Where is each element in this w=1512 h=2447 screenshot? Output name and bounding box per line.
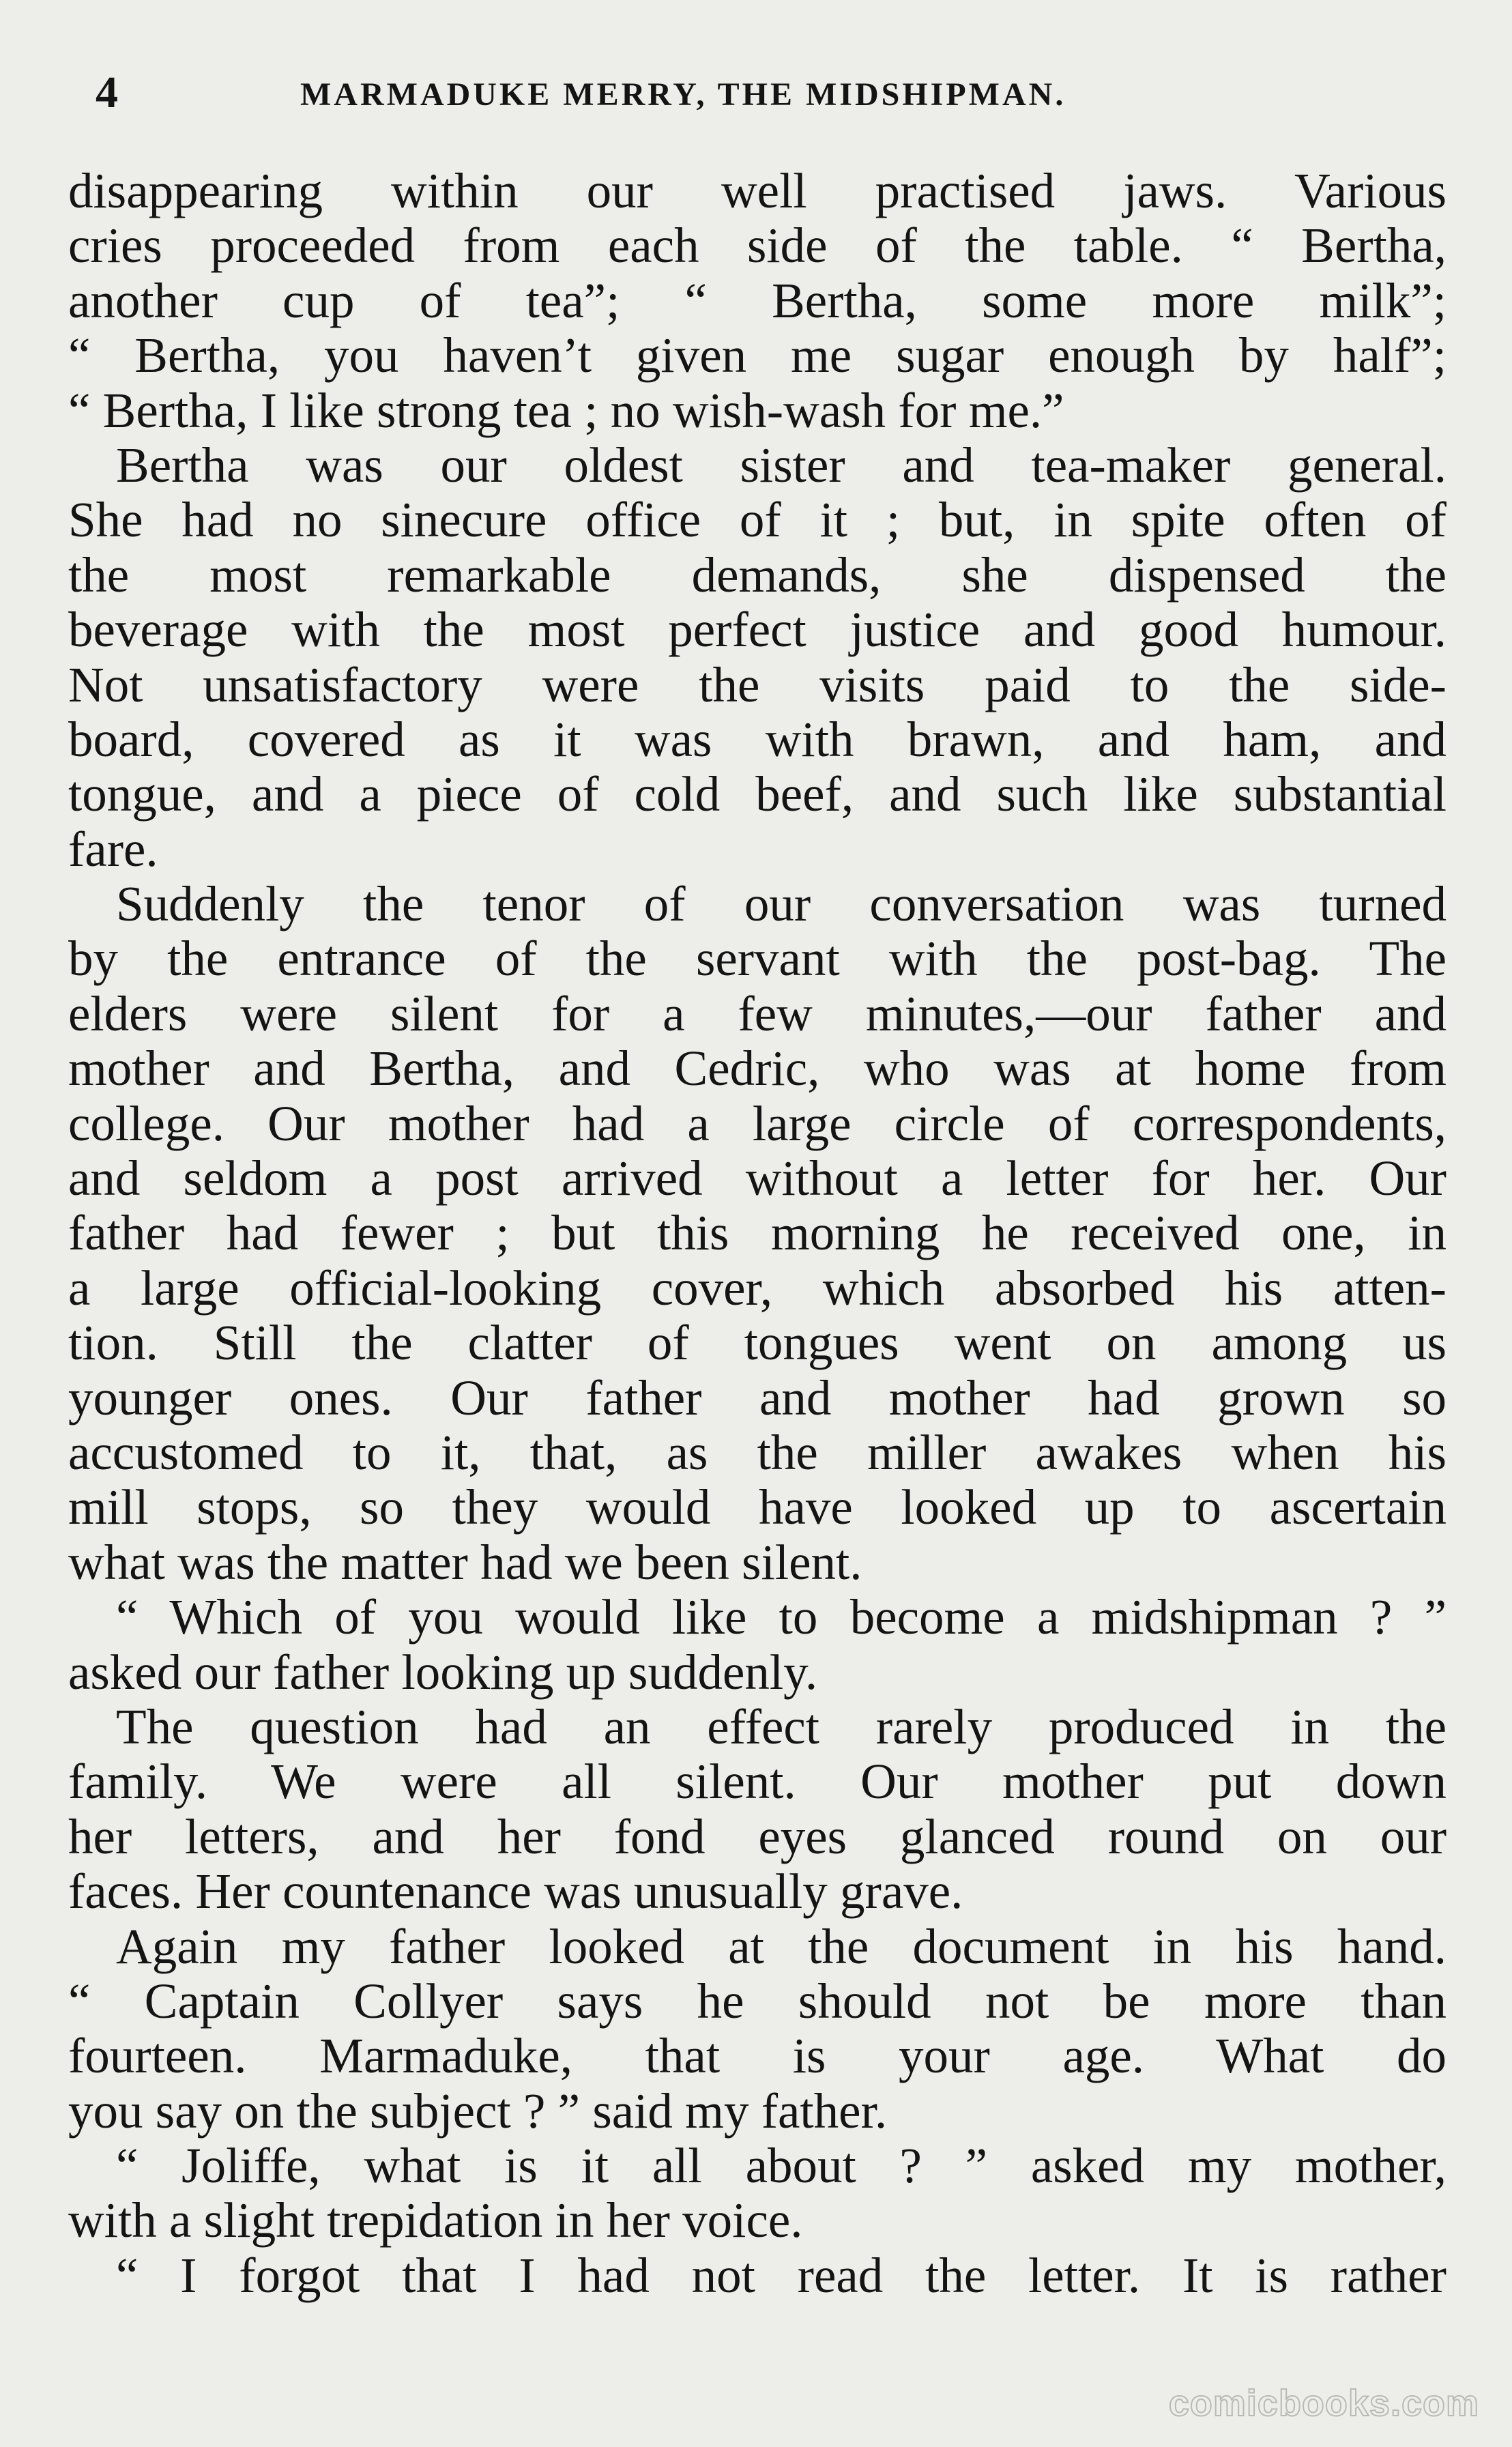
text-line: disappearing within our well practised jaws. Various [68, 164, 1446, 218]
text-line: Suddenly the tenor of our conversation was turned [116, 877, 1446, 932]
body-text [68, 164, 1446, 2303]
text-line: “ Which of you would like to become a midshipman ? ” [116, 1590, 1446, 1645]
text-line: fare. [68, 822, 158, 877]
text-line: another cup of tea”; “ Bertha, some more milk”; [68, 273, 1446, 328]
text-line: The question had an effect rarely produced in the [116, 1699, 1446, 1754]
text-line: “ Bertha, you haven’t given me sugar enough by half”; [68, 328, 1446, 383]
text-line: father had fewer ; but this morning he received one, in [68, 1206, 1446, 1261]
text-line: and seldom a post arrived without a letter for her. Our [68, 1151, 1446, 1206]
text-line: Not unsatisfactory were the visits paid to the side- [68, 657, 1446, 712]
running-title: MARMADUKE MERRY, THE MIDSHIPMAN. [300, 76, 1066, 113]
text-line: you say on the subject ? ” said my father. [68, 2083, 888, 2139]
text-line: “ Bertha, I like strong tea ; no wish-wash for me.” [68, 383, 1064, 438]
text-line: accustomed to it, that, as the miller awakes when his [68, 1425, 1446, 1480]
watermark: comicbooks.com [1168, 2383, 1479, 2424]
text-line: the most remarkable demands, she dispensed the [68, 547, 1446, 603]
text-line: Bertha was our oldest sister and tea-maker general. [116, 437, 1446, 493]
page-number: 4 [96, 68, 118, 117]
text-line: beverage with the most perfect justice and good humour. [68, 603, 1446, 658]
text-line: She had no sinecure office of it ; but, in spite often of [68, 493, 1446, 548]
text-line: younger ones. Our father and mother had grown so [68, 1370, 1446, 1425]
text-line: “ Joliffe, what is it all about ? ” asked my mother, [116, 2139, 1446, 2194]
text-line: faces. Her countenance was unusually grave. [68, 1864, 963, 1920]
text-line: by the entrance of the servant with the post-bag. The [68, 931, 1446, 987]
text-line: elders were silent for a few minutes,—our father and [68, 986, 1446, 1041]
text-line: fourteen. Marmaduke, that is your age. What do [68, 2029, 1446, 2084]
text-line: what was the matter had we been silent. [68, 1535, 862, 1590]
text-line: tion. Still the clatter of tongues went on among us [68, 1316, 1446, 1371]
text-line: with a slight trepidation in her voice. [68, 2193, 803, 2248]
page-header [82, 63, 1446, 124]
text-line: a large official-looking cover, which absorbed his atten- [68, 1260, 1446, 1316]
text-line: “ I forgot that I had not read the letter. It is rather [116, 2248, 1446, 2303]
text-line: Again my father looked at the document in his hand. [116, 1919, 1446, 1974]
text-line: family. We were all silent. Our mother put down [68, 1754, 1446, 1810]
text-line: college. Our mother had a large circle of correspondents, [68, 1096, 1446, 1151]
text-line: “ Captain Collyer says he should not be more than [68, 1973, 1446, 2029]
text-line: cries proceeded from each side of the table. “ Bertha, [68, 218, 1446, 274]
text-line: tongue, and a piece of cold beef, and such like substantial [68, 767, 1446, 822]
text-line: her letters, and her fond eyes glanced round on our [68, 1809, 1446, 1864]
text-line: asked our father looking up suddenly. [68, 1645, 818, 1700]
text-line: mill stops, so they would have looked up to ascertain [68, 1480, 1446, 1535]
text-line: mother and Bertha, and Cedric, who was at home from [68, 1041, 1446, 1097]
text-line: board, covered as it was with brawn, and ham, and [68, 712, 1446, 767]
